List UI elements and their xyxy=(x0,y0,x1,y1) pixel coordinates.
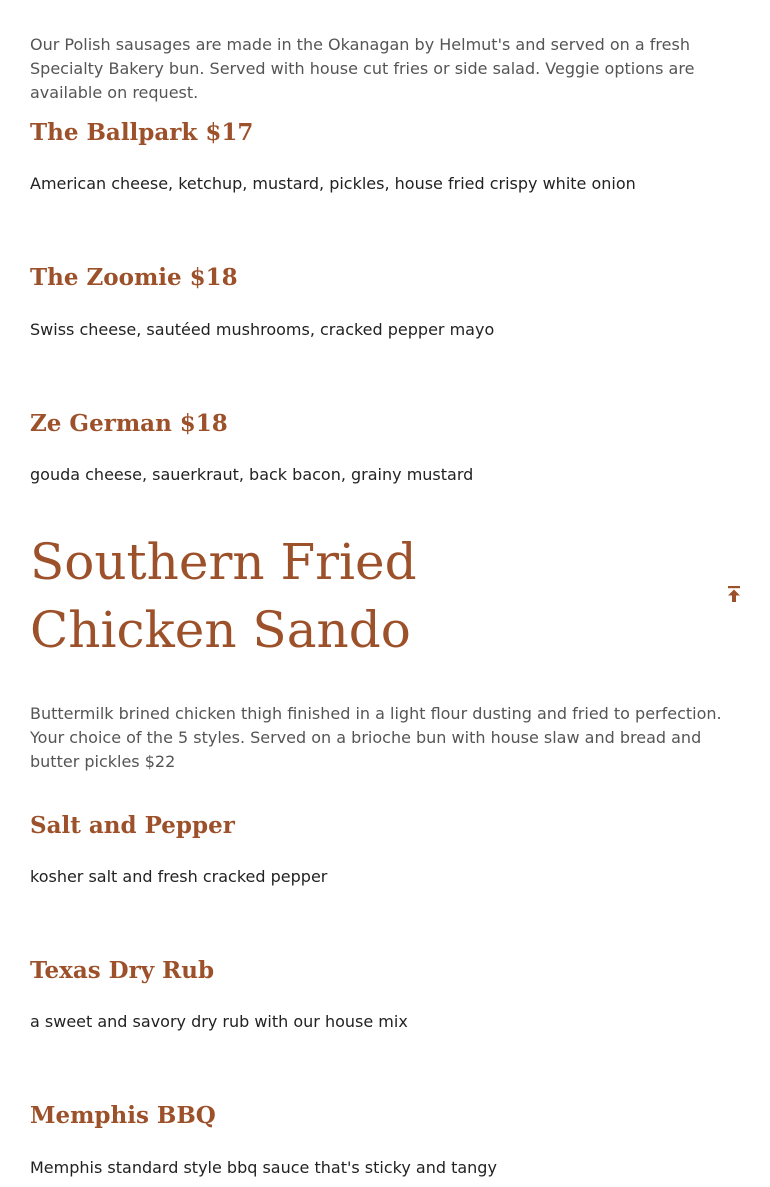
menu-item-title-ze-german: Ze German $18 xyxy=(30,410,228,437)
menu-item-title-the-ballpark: The Ballpark $17 xyxy=(30,119,254,146)
chicken-section-intro: Buttermilk brined chicken thigh finished in a light flour dusting and fried to perfection. Your choice of the 5 styles. Served on a brioche bun with house slaw and bread and butter pickles $22 xyxy=(30,704,722,771)
menu-item-title-salt-and-pepper: Salt and Pepper xyxy=(30,812,235,839)
scroll-to-top-icon xyxy=(726,585,742,603)
menu-item-description-texas-dry-rub: a sweet and savory dry rub with our house mix xyxy=(30,1012,408,1031)
menu-item-title-texas-dry-rub: Texas Dry Rub xyxy=(30,957,215,984)
menu-item-description-the-ballpark: American cheese, ketchup, mustard, pickles, house fried crispy white onion xyxy=(30,174,636,193)
menu-item-description-ze-german: gouda cheese, sauerkraut, back bacon, grainy mustard xyxy=(30,465,474,484)
menu-item-description-memphis-bbq: Memphis standard style bbq sauce that's sticky and tangy xyxy=(30,1158,497,1177)
menu-item-title-memphis-bbq: Memphis BBQ xyxy=(30,1102,216,1129)
scroll-to-top-button[interactable] xyxy=(726,585,742,603)
menu-item-description-salt-and-pepper: kosher salt and fresh cracked pepper xyxy=(30,867,328,886)
sausage-section-intro: Our Polish sausages are made in the Okanagan by Helmut's and served on a fresh Specialty Bakery bun. Served with house cut fries or side salad. Veggie options are available on request. xyxy=(30,35,695,102)
menu-item-description-the-zoomie: Swiss cheese, sautéed mushrooms, cracked pepper mayo xyxy=(30,320,495,339)
menu-item-title-the-zoomie: The Zoomie $18 xyxy=(30,264,238,291)
section-heading-chicken-sando: Southern Fried Chicken Sando xyxy=(30,533,417,659)
